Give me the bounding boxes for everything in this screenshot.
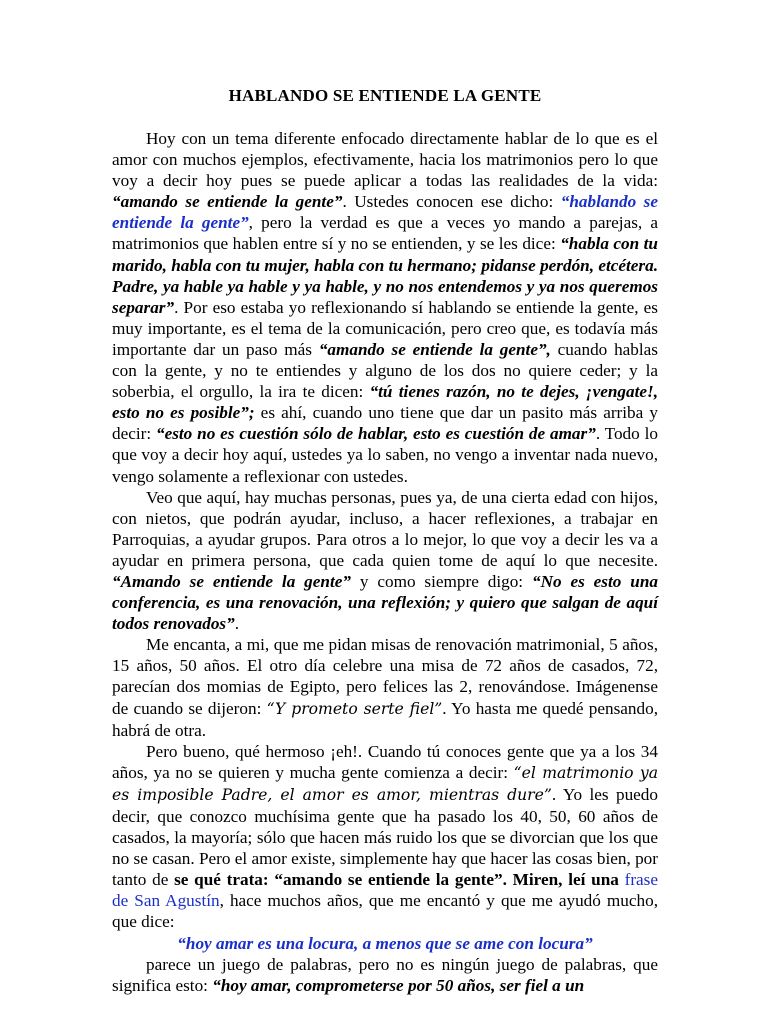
quote-inline: “hoy amar, comprometerse por 50 años, ser fiel a un xyxy=(212,975,585,995)
text: , pero la verdad es que a veces yo mando a parejas, a matrimonios que hablen entre sí y no se entienden, y se les dice: xyxy=(112,213,659,254)
text: Pero bueno, qué hermoso ¡eh!. Cuando tú conoces gente que ya a los 34 años, ya no se quieren y mucha gente comienza a decir: xyxy=(112,741,658,782)
text: Me encanta, a mi, que me pidan misas de renovación matrimonial, 5 años, 15 años, 50 años. El otro día celebre una misa de 72 años de casados, 72, parecían dos momias de Egipto, pero felices las 2, renovándose. Imágenense de cuando se dijeron: xyxy=(112,635,658,718)
text: . Ustedes conocen ese dicho: xyxy=(342,192,561,212)
page-title: HABLANDO SE ENTIENDE LA GENTE xyxy=(228,86,542,105)
text: , hace muchos años, que me encantó y que me ayudó mucho, que dice: xyxy=(112,891,658,932)
text: cuando hablas con la gente, y no te entiendes y alguno de los dos no quiere ceder; y la soberbia, el orgullo, la ira te dicen: xyxy=(112,339,658,402)
paragraph-2 xyxy=(112,487,658,635)
quote-inline: “amando se entiende la gente”, xyxy=(318,339,551,359)
centered-quote: “hoy amar es una locura, a menos que se ame con locura” xyxy=(177,933,593,953)
link-san-agustin[interactable]: frase de San Agustín xyxy=(112,870,658,911)
quote-inline: “Amando se entiende la gente” xyxy=(112,571,351,591)
text: . Yo les puedo decir, que conozco muchísima gente que ha pasado los 40, 50, 60 años de casados, la mayoría; sólo que hacen más ruido los que se divorcian que los que no se casan. Pero el amor existe, simplemente hay que hacer las cosas bien, por tanto de xyxy=(112,784,658,890)
quote-inline: “habla con tu marido, habla con tu mujer, habla con tu hermano; pidanse perdón, etcétera. Padre, ya hable ya hable y ya hable, y no nos entendemos y ya nos queremos separar” xyxy=(112,234,658,317)
text: Hoy con un tema diferente enfocado directamente hablar de lo que es el amor con muchos ejemplos, efectivamente, hacia los matrimonios pero lo que voy a decir hoy pues se puede aplicar a todas las realidades de la vida: xyxy=(112,129,658,191)
text: . Yo hasta me quedé pensando, habrá de otra. xyxy=(112,698,658,740)
quote-inline: “tú tienes razón, no te dejes, ¡vengate!, esto no es posible”; xyxy=(112,382,658,423)
quote-inline: “esto no es cuestión sólo de hablar, esto es cuestión de amar” xyxy=(156,424,596,444)
paragraph-1 xyxy=(112,128,658,487)
quote-inline-blue: “hablando se entiende la gente” xyxy=(112,192,658,233)
text: . Por eso estaba yo reflexionando sí hablando se entiende la gente, es muy importante, es el tema de la comunicación, pero creo que, es todavía más importante dar un paso más xyxy=(112,297,658,359)
quote-italic: “Y prometo serte fiel” xyxy=(266,699,443,718)
quote-italic: “el matrimonio ya es imposible Padre, el amor es amor, mientras dure” xyxy=(112,763,659,804)
paragraph-5 xyxy=(112,954,658,996)
quote-inline: “No es esto una conferencia, es una renovación, una reflexión; y quiero que salgan de aquí todos renovados” xyxy=(112,571,658,634)
quote-inline: “amando se entiende la gente” xyxy=(112,192,343,212)
text: y como siempre digo: xyxy=(350,571,532,591)
text: Veo que aquí, hay muchas personas, pues ya, de una cierta edad con hijos, con nietos, que podrán ayudar, incluso, a hacer reflexiones, a trabajar en Parroquias, a ayudar grupos. Para otros a lo mejor, lo que voy a decir les va a ayudar en primera persona, que cada quien tome de aquí lo que necesite. xyxy=(112,487,658,570)
bold-text: se qué trata: “amando se entiende la gente”. Miren, leí una xyxy=(174,870,619,890)
text: . xyxy=(234,614,240,634)
text: parece un juego de palabras, pero no es ningún juego de palabras, que significa esto: xyxy=(112,954,658,995)
document-body xyxy=(112,128,658,996)
paragraph-4 xyxy=(112,741,658,933)
text: es ahí, cuando uno tiene que dar un pasito más arriba y decir: xyxy=(112,403,658,444)
paragraph-3 xyxy=(112,634,658,740)
text: . Todo lo que voy a decir hoy aquí, ustedes ya lo saben, no vengo a inventar nada nuevo, vengo solamente a reflexionar con ustedes. xyxy=(112,424,658,486)
